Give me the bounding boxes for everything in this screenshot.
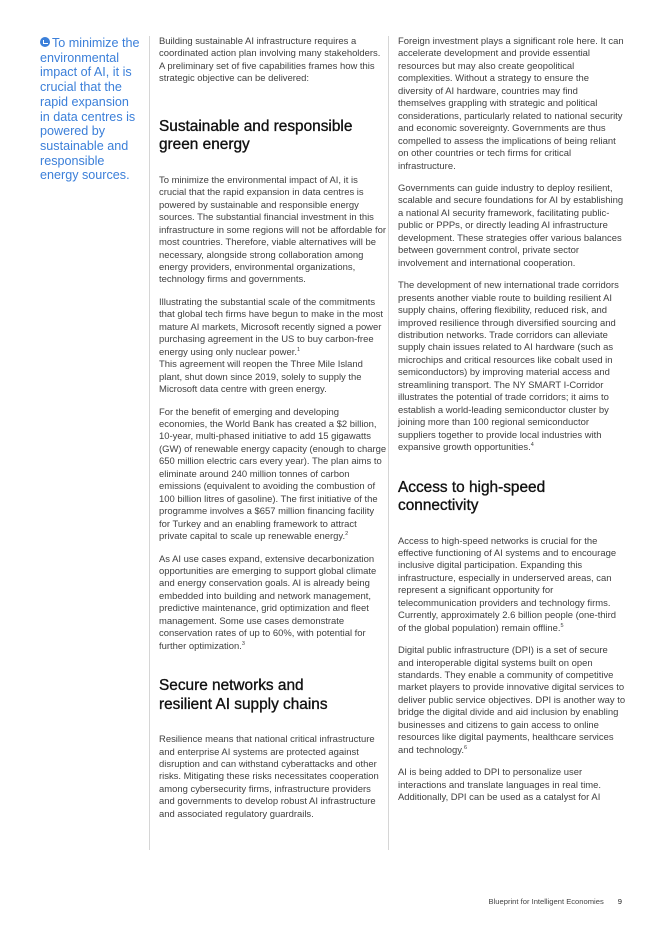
heading-line: Sustainable and responsible [159,117,353,135]
quote-check-icon [40,37,50,47]
section-heading-connectivity [398,479,626,516]
footnote-ref[interactable]: 3 [241,640,245,647]
heading-line: resilient AI supply chains [159,695,328,713]
footnote-ref[interactable]: 2 [345,531,349,538]
paragraph [398,280,626,454]
paragraph: To minimize the environmental impact of AI, it is crucial that the rapid expansion in data centres is powered by sustainable and responsible energy sources. The substantial financial investment in this infrastructure in some regions will not be affordable for most countries. Therefore, viable alternatives will be necessary, alongside strong collaboration among energy providers, environmental organizations, technology firms and governments. [159,174,386,286]
heading-line: Access to high-speed [398,478,546,496]
heading-line: Secure networks and [159,677,304,695]
column-right [388,36,626,850]
paragraph-text: For the benefit of emerging and developing economies, the World Bank has created a $2 billion, 10-year, multi-phased initiative to add 15 gigawatts (GW) of renewable energy capacity (enough to charge 650 million electric cars every year). The plan aims to eliminate around 240 million tonnes of carbon emissions (equivalent to avoiding the combustion of 100 billion litres of gasoline). The first initiative of the programme involves a $657 million financing facility for Turkey and an enabling framework to attract private capital to scale up renewable energy. [159,406,387,543]
intro-paragraph: Building sustainable AI infrastructure requires a coordinated action plan involving many stakeholders. A preliminary set of five capabilities frames how this strategic objective can be delivered: [159,36,381,85]
paragraph-text: Digital public infrastructure (DPI) is a set of secure and interoperable digital systems built on open standards. They enable a community of competitive market players to provide innovative digital services to deliver public service objectives. DPI is another way to bridge the digital divide and aid inclusion by enabling businesses and citizens to gain access to online resources like digital payments, healthcare services and technology. [398,645,626,756]
paragraph-text: This agreement will reopen the Three Mile Island plant, shut down since 2019, solely to supply the Microsoft data centre with green energy. [159,359,363,396]
paragraph-text: Illustrating the substantial scale of the commitments that global tech firms have begun to make in the most mature AI markets, Microsoft recently signed a power purchasing agreement in the US to buy carbon-free energy using only nuclear power. [159,296,384,358]
footer-title: Blueprint for Intelligent Economies [488,897,604,906]
footnote-ref[interactable]: 1 [296,346,301,353]
pull-quote-text: To minimize the environmental impact of AI, it is crucial that the rapid expansion in data centres is powered by sustainable and responsible energy sources. [40,36,140,183]
footnote-ref[interactable]: 4 [530,442,534,449]
page-footer [489,897,622,906]
paragraph-text: As AI use cases expand, extensive decarbonization opportunities are emerging to support global climate and energy conservation goals. AI is already being embedded into building and network management, predictive maintenance, grid optimization and fleet management. Some use cases demonstrate conservation rates of up to 60%, with potential for further optimization. [159,553,377,652]
heading-line: connectivity [398,497,479,514]
paragraph: AI is being added to DPI to personalize user interactions and translate languages in real time. Additionally, DPI can be used as a catalyst for AI [398,767,602,804]
paragraph-text: The development of new international trade corridors presents another viable route to building resilient AI supply chains, offering flexibility, reduced risk, and improved resilience through diversified sourcing and distribution networks. Trade corridors can alleviate supply chain issues related to AI hardware (such as microchips and critical resources like cobalt used in semiconductors) by improving material access and streamlining transport. The NY SMART I-Corridor illustrates the potential of trade corridors; it aims to establish a world-leading semiconductor cluster by joining more than 100 regional semiconductor suppliers together to provide local industries with expansive growth opportunities. [398,280,619,454]
paragraph: Foreign investment plays a significant role here. It can accelerate development and provide essential resources but may also create geopolitical complexities. Without a strategy to ensure the diversity of AI hardware, countries may find themselves grappling with strategic and political considerations, particularly related to national security and economic sovereignty. Governments are thus compelled to assess the implications of being reliant on other countries or tech firms for critical infrastructure. [398,36,624,172]
footnote-ref[interactable]: 6 [463,744,467,751]
paragraph [159,554,387,654]
section-heading-secure-networks [159,677,387,714]
section-heading-green-energy [159,118,387,155]
heading-line: green energy [159,136,250,154]
pull-quote [40,36,140,183]
column-middle [149,36,387,850]
footnote-ref[interactable]: 5 [560,622,564,629]
paragraph: Governments can guide industry to deploy resilient, scalable and secure foundations for AI by establishing a national AI security framework, facilitating public-public or PPPs, or directly leading AI infrastructure development. These strategies offer various balances between government control, private sector involvement and international cooperation. [398,182,624,269]
paragraph [159,407,387,544]
page-number: 9 [617,897,622,906]
paragraph [398,536,626,636]
paragraph: Resilience means that national critical infrastructure and enterprise AI systems are protected against disruption and can withstand cyberattacks and other risks. Mitigating these risks necessitates cooperation among cybersecurity firms, infrastructure providers and governments to develop robust AI infrastructure and associated regulatory guardrails. [159,734,379,820]
paragraph [159,297,387,397]
paragraph-text: Access to high-speed networks is crucial for the effective functioning of AI systems and to encourage inclusive digital participation. Expanding this infrastructure, especially in underserved areas, can represent a significant opportunity for telecommunication providers and technology firms. Currently, approximately 2.6 billion people (one-third of the global population) remain offline. [398,535,617,634]
paragraph [398,645,626,757]
